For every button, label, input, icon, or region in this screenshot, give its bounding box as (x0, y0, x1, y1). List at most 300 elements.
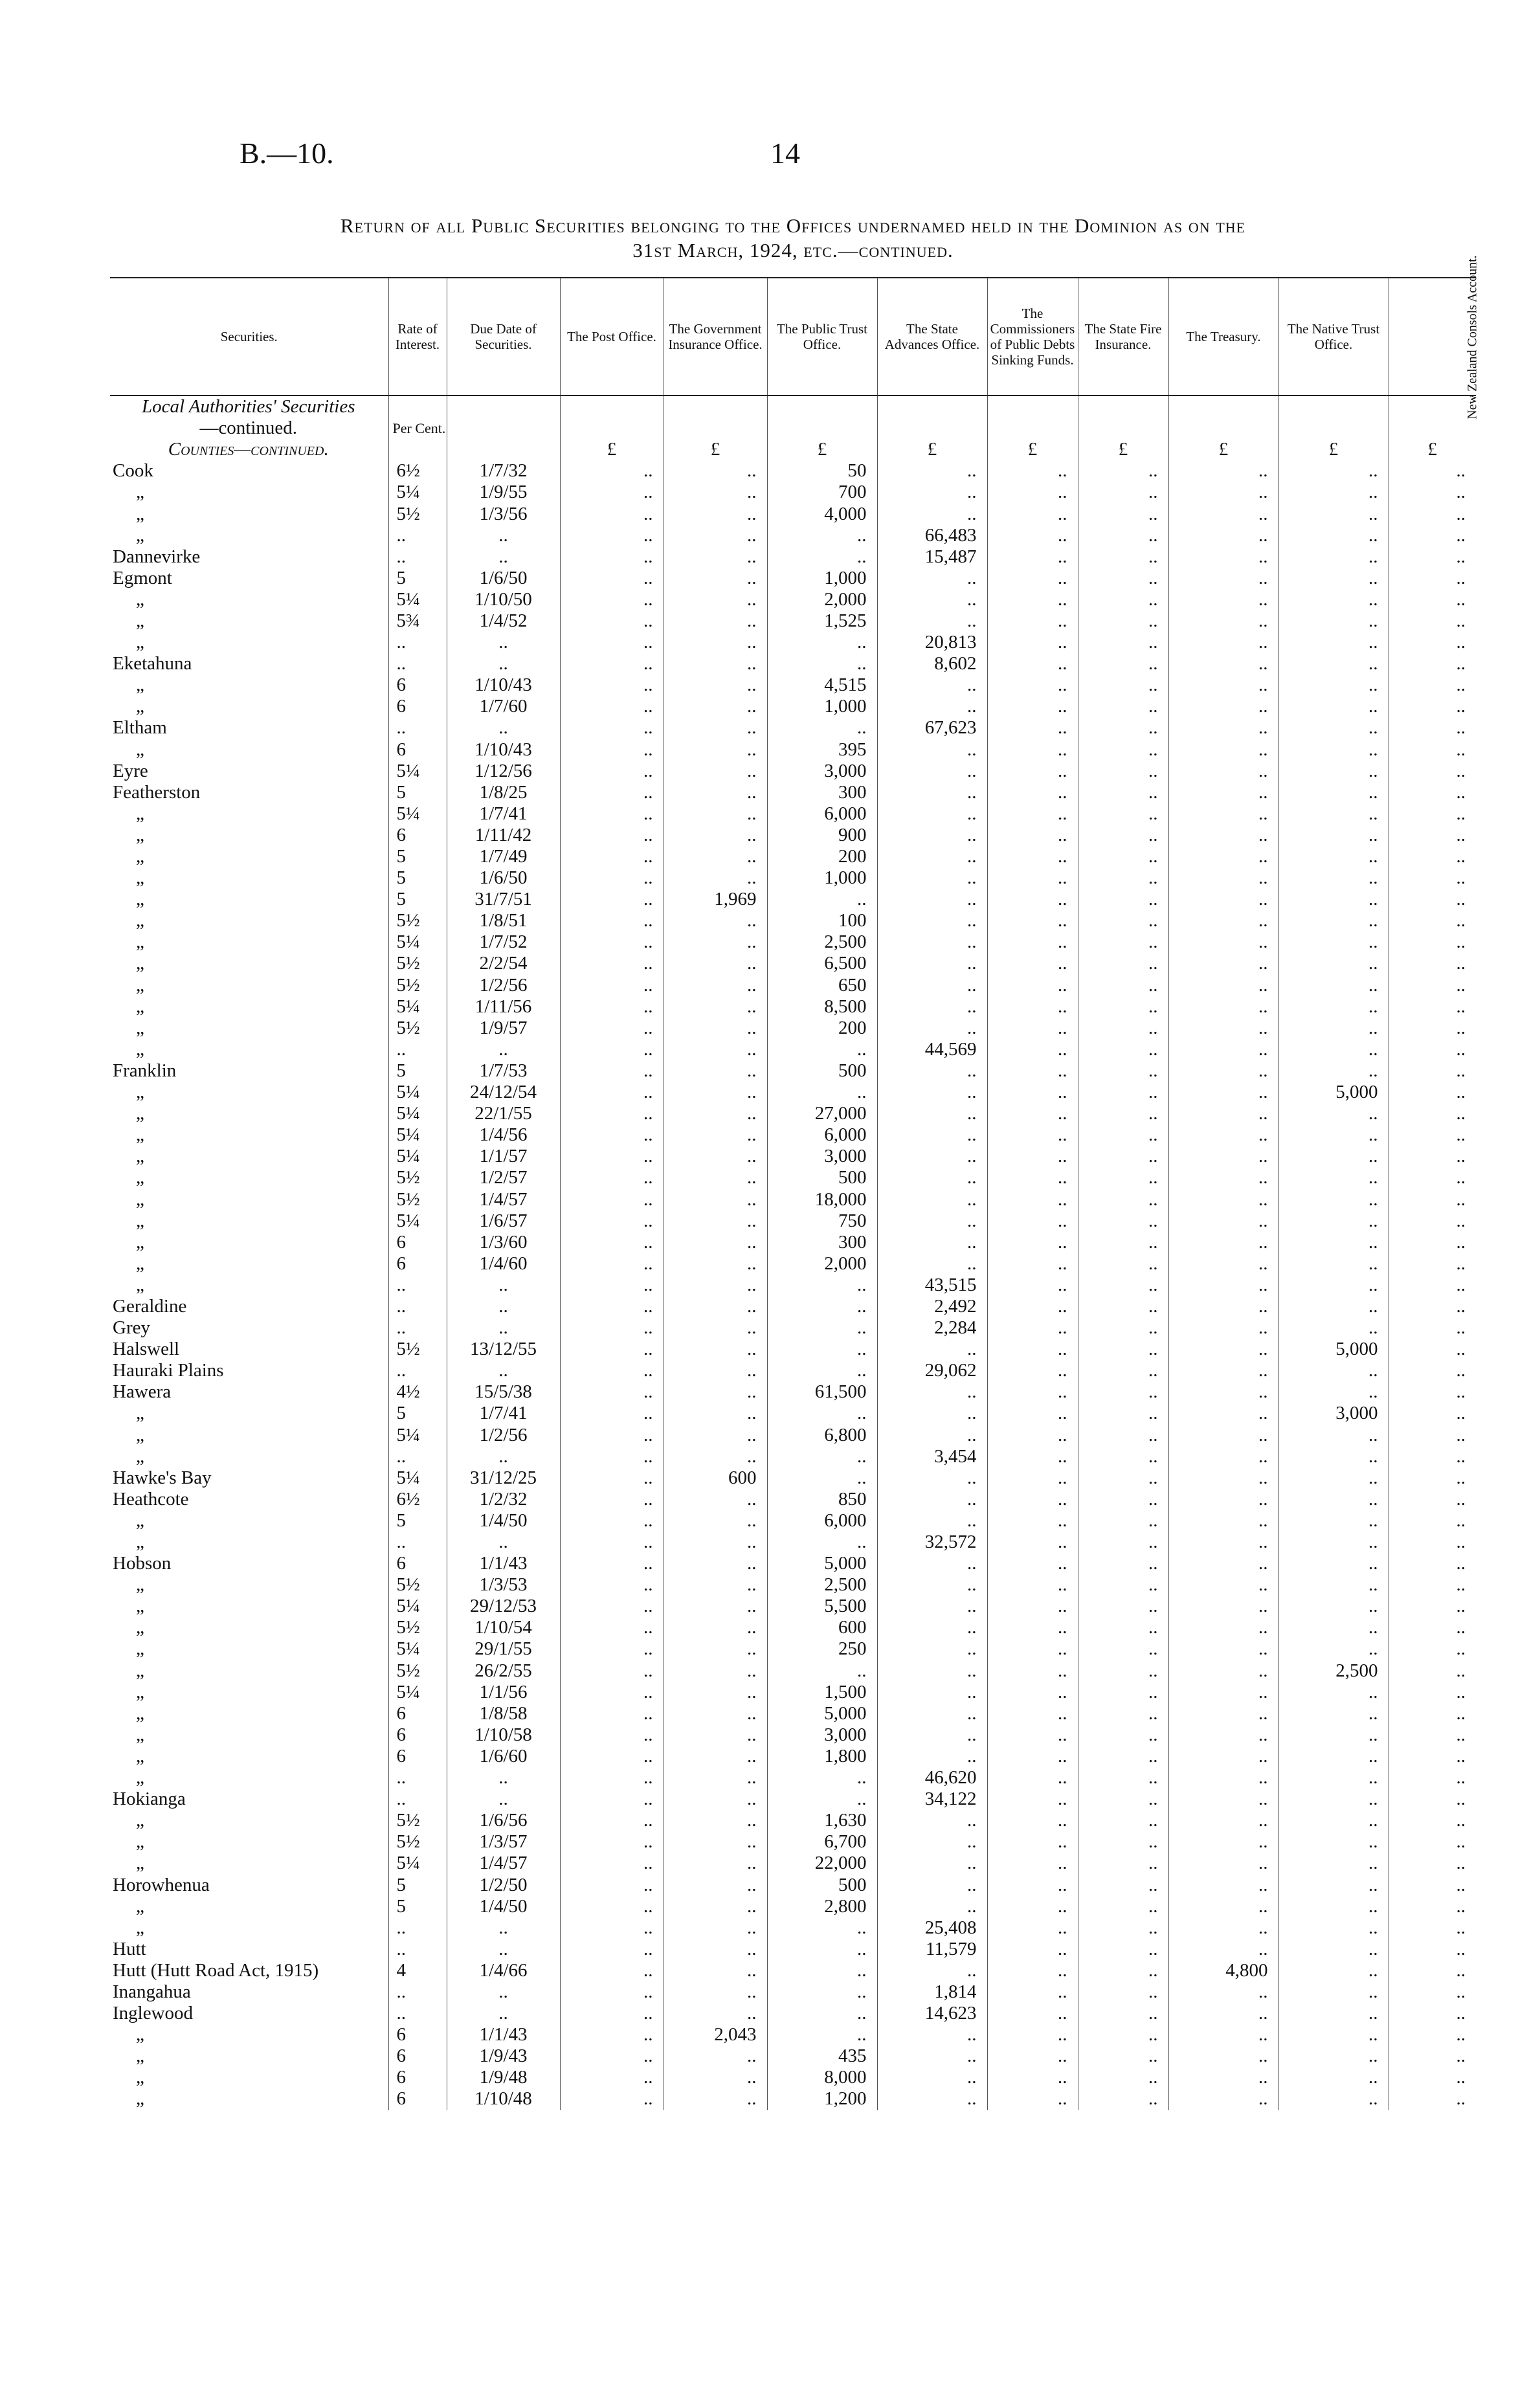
state-fire-value: .. (1078, 846, 1168, 867)
table-row (110, 1060, 1476, 1082)
interest-rate: 5½ (388, 1810, 447, 1831)
public-trust-value: 18,000 (767, 1188, 877, 1210)
consols-value: .. (1389, 1981, 1476, 2003)
treasury-value: .. (1168, 825, 1278, 846)
table-row (110, 1381, 1476, 1403)
public-trust-value: 600 (767, 1617, 877, 1638)
table-row (110, 1403, 1476, 1424)
native-trust-value: .. (1278, 1103, 1389, 1124)
public-trust-value: .. (767, 717, 877, 739)
treasury-value: .. (1168, 503, 1278, 524)
interest-rate: .. (388, 2003, 447, 2024)
consols-value: .. (1389, 846, 1476, 867)
document-reference: B.—10. (240, 137, 334, 170)
security-name: Hawke's Bay (113, 1467, 212, 1488)
post-office-value: .. (560, 889, 664, 910)
security-name: „ (136, 1445, 144, 1467)
state-fire-value: .. (1078, 782, 1168, 803)
native-trust-value: .. (1278, 1275, 1389, 1296)
state-advances-value: .. (877, 2024, 987, 2046)
table-row (110, 1082, 1476, 1103)
govt-insurance-value: .. (664, 1082, 767, 1103)
table-header-row (110, 278, 1476, 396)
state-fire-value: .. (1078, 1210, 1168, 1232)
table-row (110, 1810, 1476, 1831)
state-advances-value: 34,122 (877, 1789, 987, 1810)
due-date: 1/7/32 (447, 460, 560, 482)
due-date: .. (447, 1789, 560, 1810)
table-row (110, 1703, 1476, 1724)
govt-insurance-value: .. (664, 1746, 767, 1767)
state-fire-value: .. (1078, 1831, 1168, 1853)
interest-rate: 6 (388, 739, 447, 761)
sinking-funds-value: .. (987, 1767, 1078, 1789)
native-trust-value: .. (1278, 1638, 1389, 1660)
sinking-funds-value: .. (987, 696, 1078, 717)
table-row (110, 1510, 1476, 1532)
sinking-funds-value: .. (987, 1896, 1078, 1917)
state-fire-value: .. (1078, 803, 1168, 825)
security-name: „ (136, 1617, 144, 1638)
state-advances-value: .. (877, 803, 987, 825)
native-trust-value: .. (1278, 889, 1389, 910)
security-name: „ (136, 632, 144, 653)
state-advances-value: .. (877, 996, 987, 1018)
security-name: „ (136, 1274, 144, 1295)
security-name: „ (136, 824, 144, 845)
sinking-funds-value: .. (987, 825, 1078, 846)
treasury-value: .. (1168, 975, 1278, 996)
security-name: „ (136, 1831, 144, 1853)
table-row (110, 610, 1476, 632)
state-fire-value: .. (1078, 910, 1168, 931)
due-date: .. (447, 1767, 560, 1789)
state-advances-value: 43,515 (877, 1275, 987, 1296)
due-date: 1/7/41 (447, 803, 560, 825)
table-row (110, 910, 1476, 931)
govt-insurance-value: .. (664, 1874, 767, 1895)
state-advances-value: .. (877, 1467, 987, 1489)
due-date: .. (447, 717, 560, 739)
public-trust-value: .. (767, 1039, 877, 1060)
sinking-funds-value: .. (987, 1874, 1078, 1895)
state-fire-value: .. (1078, 1767, 1168, 1789)
post-office-value: .. (560, 1167, 664, 1188)
treasury-value: .. (1168, 1939, 1278, 1960)
due-date: 26/2/55 (447, 1660, 560, 1682)
post-office-value: .. (560, 2067, 664, 2088)
public-trust-value: .. (767, 1082, 877, 1103)
interest-rate: 5½ (388, 975, 447, 996)
state-advances-value: .. (877, 1339, 987, 1360)
public-trust-value: 50 (767, 460, 877, 482)
state-advances-value: .. (877, 825, 987, 846)
interest-rate: .. (388, 1275, 447, 1296)
public-trust-value: 5,000 (767, 1703, 877, 1724)
post-office-value: .. (560, 1553, 664, 1574)
public-trust-value: .. (767, 1660, 877, 1682)
security-name: Inglewood (113, 2003, 194, 2024)
post-office-value: .. (560, 1724, 664, 1746)
interest-rate: 5 (388, 1060, 447, 1082)
govt-insurance-value: .. (664, 674, 767, 696)
state-advances-value: .. (877, 1403, 987, 1424)
post-office-value: .. (560, 1831, 664, 1853)
consols-value: .. (1389, 1082, 1476, 1103)
treasury-value: .. (1168, 846, 1278, 867)
table-row (110, 503, 1476, 524)
security-name: Eketahuna (113, 653, 192, 674)
due-date: 29/12/53 (447, 1596, 560, 1617)
sinking-funds-value: .. (987, 889, 1078, 910)
state-advances-value: .. (877, 1146, 987, 1167)
govt-insurance-value: .. (664, 1617, 767, 1638)
sinking-funds-value: .. (987, 803, 1078, 825)
sinking-funds-value: .. (987, 761, 1078, 782)
native-trust-value: .. (1278, 1253, 1389, 1275)
state-advances-value: .. (877, 1831, 987, 1853)
consols-value: .. (1389, 1060, 1476, 1082)
public-trust-value: .. (767, 1403, 877, 1424)
interest-rate: 5½ (388, 1188, 447, 1210)
security-name: „ (136, 1188, 144, 1210)
native-trust-value: .. (1278, 1124, 1389, 1146)
state-fire-value: .. (1078, 953, 1168, 974)
treasury-value: .. (1168, 1917, 1278, 1939)
table-row (110, 1018, 1476, 1039)
public-trust-value: 100 (767, 910, 877, 931)
due-date: 29/1/55 (447, 1638, 560, 1660)
security-name: „ (136, 696, 144, 717)
native-trust-value: .. (1278, 1896, 1389, 1917)
state-advances-value: .. (877, 1381, 987, 1403)
public-trust-value: .. (767, 1467, 877, 1489)
consols-value: .. (1389, 1296, 1476, 1317)
govt-insurance-value: 600 (664, 1467, 767, 1489)
post-office-value: .. (560, 1253, 664, 1275)
public-trust-value: .. (767, 2024, 877, 2046)
treasury-value: .. (1168, 589, 1278, 610)
consols-value: .. (1389, 1574, 1476, 1596)
public-trust-value: .. (767, 1339, 877, 1360)
post-office-value: .. (560, 1981, 664, 2003)
due-date: 1/1/57 (447, 1146, 560, 1167)
interest-rate: 6 (388, 674, 447, 696)
due-date: 1/10/48 (447, 2088, 560, 2110)
post-office-value: .. (560, 1510, 664, 1532)
col-header: The Government Insurance Office. (664, 278, 767, 396)
native-trust-value: .. (1278, 1018, 1389, 1039)
treasury-value: .. (1168, 803, 1278, 825)
public-trust-value: 6,000 (767, 1124, 877, 1146)
post-office-value: .. (560, 1317, 664, 1339)
govt-insurance-value: .. (664, 1124, 767, 1146)
sinking-funds-value: .. (987, 674, 1078, 696)
security-name: Hawera (113, 1381, 172, 1403)
unit-label: Per Cent. (388, 418, 447, 439)
state-fire-value: .. (1078, 1446, 1168, 1467)
table-row (110, 1853, 1476, 1874)
govt-insurance-value: .. (664, 1789, 767, 1810)
public-trust-value: 8,500 (767, 996, 877, 1018)
consols-value: .. (1389, 1638, 1476, 1660)
govt-insurance-value: .. (664, 1489, 767, 1510)
sinking-funds-value: .. (987, 1553, 1078, 1574)
post-office-value: .. (560, 1810, 664, 1831)
sinking-funds-value: .. (987, 1360, 1078, 1381)
native-trust-value: 3,000 (1278, 1403, 1389, 1424)
state-advances-value: .. (877, 674, 987, 696)
govt-insurance-value: .. (664, 2067, 767, 2088)
public-trust-value: 2,500 (767, 931, 877, 953)
govt-insurance-value: .. (664, 1253, 767, 1275)
table-row (110, 674, 1476, 696)
public-trust-value: .. (767, 1532, 877, 1553)
interest-rate: .. (388, 1532, 447, 1553)
treasury-value: 4,800 (1168, 1960, 1278, 1981)
security-name: „ (136, 1532, 144, 1553)
interest-rate: .. (388, 1981, 447, 2003)
native-trust-value: .. (1278, 1939, 1389, 1960)
state-fire-value: .. (1078, 825, 1168, 846)
state-fire-value: .. (1078, 1960, 1168, 1981)
security-name: „ (136, 503, 144, 524)
public-trust-value: 6,000 (767, 1510, 877, 1532)
post-office-value: .. (560, 803, 664, 825)
post-office-value: .. (560, 1210, 664, 1232)
govt-insurance-value: .. (664, 761, 767, 782)
state-advances-value: .. (877, 1853, 987, 1874)
interest-rate: 5½ (388, 910, 447, 931)
govt-insurance-value: .. (664, 931, 767, 953)
native-trust-value: .. (1278, 1317, 1389, 1339)
state-fire-value: .. (1078, 1532, 1168, 1553)
interest-rate: 6 (388, 1253, 447, 1275)
post-office-value: .. (560, 825, 664, 846)
due-date: 1/2/56 (447, 975, 560, 996)
state-fire-value: .. (1078, 1917, 1168, 1939)
due-date: .. (447, 1275, 560, 1296)
post-office-value: .. (560, 846, 664, 867)
public-trust-value: .. (767, 1296, 877, 1317)
public-trust-value: 3,000 (767, 1146, 877, 1167)
consols-value: .. (1389, 1596, 1476, 1617)
section-continued: —continued. (199, 418, 298, 439)
consols-value: .. (1389, 1253, 1476, 1275)
post-office-value: .. (560, 1596, 664, 1617)
security-name: „ (136, 1082, 144, 1103)
state-fire-value: .. (1078, 1296, 1168, 1317)
native-trust-value: .. (1278, 1789, 1389, 1810)
native-trust-value: .. (1278, 761, 1389, 782)
sinking-funds-value: .. (987, 782, 1078, 803)
sinking-funds-value: .. (987, 1146, 1078, 1167)
security-name: Inangahua (113, 1981, 191, 2002)
native-trust-value: .. (1278, 1831, 1389, 1853)
govt-insurance-value: .. (664, 1317, 767, 1339)
sinking-funds-value: .. (987, 1574, 1078, 1596)
state-fire-value: .. (1078, 1060, 1168, 1082)
govt-insurance-value: .. (664, 482, 767, 503)
consols-value: .. (1389, 1874, 1476, 1895)
treasury-value: .. (1168, 1167, 1278, 1188)
native-trust-value: .. (1278, 1167, 1389, 1188)
security-name: Eltham (113, 717, 167, 739)
post-office-value: .. (560, 1767, 664, 1789)
consols-value: .. (1389, 1167, 1476, 1188)
post-office-value: .. (560, 1532, 664, 1553)
govt-insurance-value: .. (664, 653, 767, 674)
interest-rate: 5 (388, 846, 447, 867)
interest-rate: 5¾ (388, 610, 447, 632)
consols-value: .. (1389, 1317, 1476, 1339)
state-fire-value: .. (1078, 1574, 1168, 1596)
due-date: 1/1/56 (447, 1682, 560, 1703)
due-date: 1/3/60 (447, 1232, 560, 1253)
post-office-value: .. (560, 2088, 664, 2110)
govt-insurance-value: .. (664, 717, 767, 739)
native-trust-value: .. (1278, 975, 1389, 996)
post-office-value: .. (560, 1275, 664, 1296)
sinking-funds-value: .. (987, 653, 1078, 674)
due-date: 1/7/52 (447, 931, 560, 953)
public-trust-value: .. (767, 2003, 877, 2024)
treasury-value: .. (1168, 1039, 1278, 1060)
interest-rate: 5½ (388, 1617, 447, 1638)
post-office-value: .. (560, 739, 664, 761)
public-trust-value: .. (767, 632, 877, 653)
state-advances-value: .. (877, 696, 987, 717)
native-trust-value: .. (1278, 782, 1389, 803)
post-office-value: .. (560, 1874, 664, 1895)
due-date: 1/7/53 (447, 1060, 560, 1082)
state-advances-value: .. (877, 1018, 987, 1039)
due-date: 1/9/43 (447, 2046, 560, 2067)
consols-value: .. (1389, 1425, 1476, 1446)
native-trust-value: .. (1278, 1296, 1389, 1317)
treasury-value: .. (1168, 1232, 1278, 1253)
table-row (110, 696, 1476, 717)
treasury-value: .. (1168, 1403, 1278, 1424)
interest-rate: 5¼ (388, 1425, 447, 1446)
treasury-value: .. (1168, 2024, 1278, 2046)
post-office-value: .. (560, 1425, 664, 1446)
security-name: „ (136, 1702, 144, 1724)
sinking-funds-value: .. (987, 1210, 1078, 1232)
interest-rate: 5¼ (388, 1853, 447, 1874)
public-trust-value: 850 (767, 1489, 877, 1510)
govt-insurance-value: .. (664, 1896, 767, 1917)
due-date: 1/2/56 (447, 1425, 560, 1446)
security-name: „ (136, 1210, 144, 1231)
public-trust-value: 435 (767, 2046, 877, 2067)
due-date: 1/7/60 (447, 696, 560, 717)
consols-value: .. (1389, 696, 1476, 717)
post-office-value: .. (560, 1574, 664, 1596)
treasury-value: .. (1168, 761, 1278, 782)
native-trust-value: .. (1278, 1703, 1389, 1724)
col-header: Securities. (110, 278, 388, 396)
security-name: „ (136, 1724, 144, 1745)
table-row (110, 1574, 1476, 1596)
govt-insurance-value: .. (664, 1596, 767, 1617)
consols-value: .. (1389, 1789, 1476, 1810)
govt-insurance-value: .. (664, 910, 767, 931)
govt-insurance-value: .. (664, 1167, 767, 1188)
state-fire-value: .. (1078, 1339, 1168, 1360)
sinking-funds-value: .. (987, 1746, 1078, 1767)
interest-rate: 5½ (388, 503, 447, 524)
state-advances-value: .. (877, 1253, 987, 1275)
state-advances-value: .. (877, 846, 987, 867)
treasury-value: .. (1168, 1296, 1278, 1317)
consols-value: .. (1389, 1703, 1476, 1724)
interest-rate: 5¼ (388, 1638, 447, 1660)
post-office-value: .. (560, 1682, 664, 1703)
consols-value: .. (1389, 761, 1476, 782)
interest-rate: 6 (388, 2024, 447, 2046)
due-date: 1/4/50 (447, 1510, 560, 1532)
table-row (110, 975, 1476, 996)
state-advances-value: .. (877, 1574, 987, 1596)
section-title: Local Authorities' Securities (142, 396, 355, 418)
public-trust-value: 4,000 (767, 503, 877, 524)
page-number: 14 (770, 137, 800, 170)
table-row (110, 1682, 1476, 1703)
sinking-funds-value: .. (987, 1810, 1078, 1831)
treasury-value: .. (1168, 1339, 1278, 1360)
state-fire-value: .. (1078, 2024, 1168, 2046)
post-office-value: .. (560, 1296, 664, 1317)
state-fire-value: .. (1078, 1146, 1168, 1167)
consols-value: .. (1389, 1039, 1476, 1060)
state-advances-value: .. (877, 589, 987, 610)
sinking-funds-value: .. (987, 1638, 1078, 1660)
state-fire-value: .. (1078, 1682, 1168, 1703)
col-header: The Treasury. (1168, 278, 1278, 396)
security-name: Featherston (113, 781, 201, 803)
interest-rate: .. (388, 717, 447, 739)
state-advances-value: .. (877, 1810, 987, 1831)
sinking-funds-value: .. (987, 1510, 1078, 1532)
public-trust-value: 1,000 (767, 568, 877, 589)
consols-value: .. (1389, 1767, 1476, 1789)
state-advances-value: .. (877, 1746, 987, 1767)
govt-insurance-value: .. (664, 1103, 767, 1124)
native-trust-value: .. (1278, 2024, 1389, 2046)
sinking-funds-value: .. (987, 1232, 1078, 1253)
state-advances-value: .. (877, 1896, 987, 1917)
col-header: Rate of Interest. (388, 278, 447, 396)
sinking-funds-value: .. (987, 1532, 1078, 1553)
public-trust-value: 1,630 (767, 1810, 877, 1831)
security-name: „ (136, 803, 144, 824)
interest-rate: 4½ (388, 1381, 447, 1403)
security-name: „ (136, 1638, 144, 1660)
table-row (110, 2024, 1476, 2046)
consols-value: .. (1389, 953, 1476, 974)
security-name: Hutt (113, 1938, 146, 1959)
native-trust-value: .. (1278, 1232, 1389, 1253)
post-office-value: .. (560, 1339, 664, 1360)
interest-rate: .. (388, 1789, 447, 1810)
native-trust-value: .. (1278, 1596, 1389, 1617)
state-advances-value: 67,623 (877, 717, 987, 739)
sinking-funds-value: .. (987, 1381, 1078, 1403)
treasury-value: .. (1168, 1467, 1278, 1489)
interest-rate: 5¼ (388, 589, 447, 610)
security-name: „ (136, 953, 144, 974)
